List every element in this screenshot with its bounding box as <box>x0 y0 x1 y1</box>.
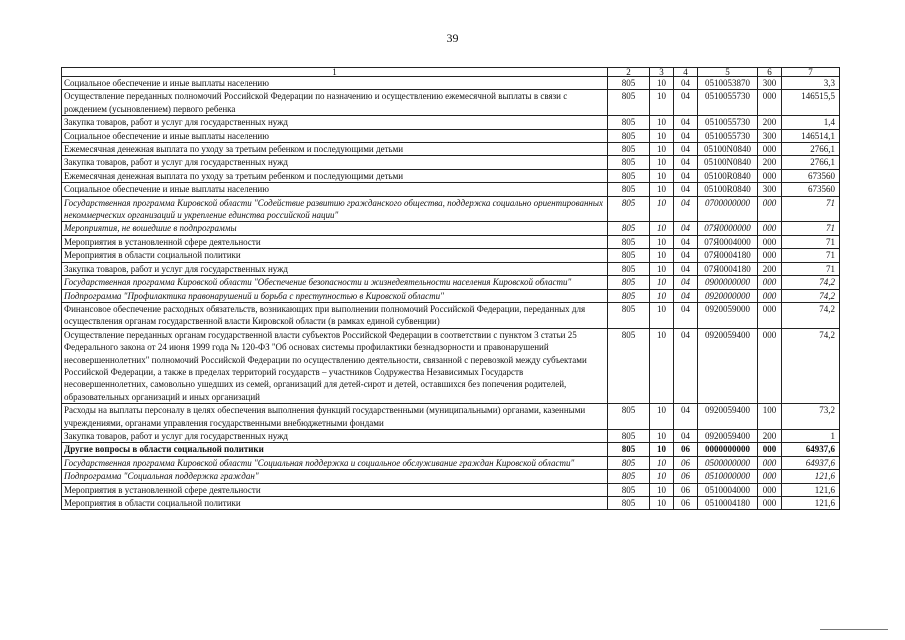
cell-amount: 73,2 <box>782 404 840 430</box>
cell-target-article: 0700000000 <box>698 196 758 222</box>
cell-subsection: 06 <box>674 456 698 469</box>
table-row <box>62 328 840 403</box>
cell-section: 10 <box>650 456 674 469</box>
cell-expense-type: 000 <box>758 443 782 456</box>
cell-target-article: 0510055730 <box>698 129 758 142</box>
table-row <box>62 483 840 496</box>
table-row <box>62 497 840 510</box>
cell-name: Мероприятия, не вошедшие в подпрограммы <box>62 222 608 235</box>
cell-section: 10 <box>650 497 674 510</box>
cell-section: 10 <box>650 289 674 302</box>
cell-name: Подпрограмма "Профилактика правонарушений и борьба с преступностью в Кировской области" <box>62 289 608 302</box>
cell-ministry-code: 805 <box>608 483 650 496</box>
cell-amount: 2766,1 <box>782 156 840 169</box>
cell-ministry-code: 805 <box>608 289 650 302</box>
cell-amount: 74,2 <box>782 328 840 403</box>
cell-subsection: 04 <box>674 262 698 275</box>
cell-name: Закупка товаров, работ и услуг для государственных нужд <box>62 156 608 169</box>
header-cell: 5 <box>698 68 758 77</box>
cell-ministry-code: 805 <box>608 404 650 430</box>
cell-section: 10 <box>650 429 674 442</box>
table-row <box>62 302 840 328</box>
cell-name: Социальное обеспечение и иные выплаты населению <box>62 77 608 90</box>
cell-target-article: 0000000000 <box>698 443 758 456</box>
cell-amount: 146514,1 <box>782 129 840 142</box>
cell-target-article: 0920059000 <box>698 302 758 328</box>
cell-expense-type: 200 <box>758 429 782 442</box>
cell-expense-type: 000 <box>758 289 782 302</box>
cell-target-article: 0510055730 <box>698 90 758 116</box>
cell-section: 10 <box>650 129 674 142</box>
cell-target-article: 0510053870 <box>698 77 758 90</box>
cell-amount: 121,6 <box>782 483 840 496</box>
budget-table <box>61 67 840 510</box>
cell-subsection: 04 <box>674 235 698 248</box>
cell-expense-type: 300 <box>758 77 782 90</box>
table-row <box>62 129 840 142</box>
cell-subsection: 04 <box>674 156 698 169</box>
cell-section: 10 <box>650 196 674 222</box>
cell-target-article: 0510055730 <box>698 116 758 129</box>
cell-target-article: 07Я0004000 <box>698 235 758 248</box>
cell-ministry-code: 805 <box>608 328 650 403</box>
footer-line <box>820 629 888 630</box>
cell-subsection: 04 <box>674 404 698 430</box>
cell-target-article: 05100R0840 <box>698 183 758 196</box>
cell-ministry-code: 805 <box>608 77 650 90</box>
table-row <box>62 77 840 90</box>
cell-amount: 2766,1 <box>782 143 840 156</box>
cell-expense-type: 000 <box>758 328 782 403</box>
cell-expense-type: 000 <box>758 276 782 289</box>
cell-ministry-code: 805 <box>608 156 650 169</box>
cell-section: 10 <box>650 169 674 182</box>
cell-ministry-code: 805 <box>608 116 650 129</box>
cell-name: Закупка товаров, работ и услуг для государственных нужд <box>62 429 608 442</box>
cell-name: Финансовое обеспечение расходных обязательств, возникающих при выполнении полномочий Российской Федерации, переданных для осуществления органам государственной власти Кировской области (в рамках единой субвенции) <box>62 302 608 328</box>
cell-amount: 1,4 <box>782 116 840 129</box>
cell-section: 10 <box>650 143 674 156</box>
cell-ministry-code: 805 <box>608 169 650 182</box>
cell-subsection: 04 <box>674 143 698 156</box>
cell-expense-type: 000 <box>758 302 782 328</box>
cell-expense-type: 300 <box>758 183 782 196</box>
cell-section: 10 <box>650 77 674 90</box>
cell-ministry-code: 805 <box>608 222 650 235</box>
table-row <box>62 470 840 483</box>
cell-amount: 71 <box>782 196 840 222</box>
table-header-row <box>62 68 840 77</box>
cell-ministry-code: 805 <box>608 456 650 469</box>
cell-target-article: 07Я0004180 <box>698 262 758 275</box>
header-cell: 1 <box>62 68 608 77</box>
cell-name: Осуществление переданных органам государственной власти субъектов Российской Федерации в соответствии с пунктом 3 статьи 25 Федерального закона от 24 июня 1999 года № 120-ФЗ "Об основах системы профилактики безнадзорности и правонарушений несовершеннолетних" полномочий Российской Федерации по осуществлению деятельности, связанной с перевозкой между субъектами Российской Федерации, а также в пределах территорий государств – участников Содружества Независимых Государств несовершеннолетних, самовольно ушедших из семей, организаций для детей-сирот и детей, оставшихся без попечения родителей, образовательных организаций и иных организаций <box>62 328 608 403</box>
table-row <box>62 249 840 262</box>
header-cell: 3 <box>650 68 674 77</box>
cell-expense-type: 000 <box>758 90 782 116</box>
cell-section: 10 <box>650 116 674 129</box>
cell-subsection: 04 <box>674 302 698 328</box>
cell-section: 10 <box>650 276 674 289</box>
cell-target-article: 07Я0004180 <box>698 249 758 262</box>
header-cell: 4 <box>674 68 698 77</box>
cell-section: 10 <box>650 404 674 430</box>
cell-subsection: 04 <box>674 276 698 289</box>
cell-expense-type: 000 <box>758 196 782 222</box>
cell-target-article: 05100N0840 <box>698 156 758 169</box>
cell-subsection: 04 <box>674 196 698 222</box>
cell-subsection: 04 <box>674 429 698 442</box>
cell-name: Закупка товаров, работ и услуг для государственных нужд <box>62 116 608 129</box>
cell-name: Мероприятия в установленной сфере деятельности <box>62 483 608 496</box>
cell-amount: 146515,5 <box>782 90 840 116</box>
cell-target-article: 0510004000 <box>698 483 758 496</box>
cell-amount: 673560 <box>782 183 840 196</box>
cell-section: 10 <box>650 235 674 248</box>
cell-ministry-code: 805 <box>608 470 650 483</box>
cell-section: 10 <box>650 262 674 275</box>
cell-name: Осуществление переданных полномочий Российской Федерации по назначению и осуществлению ежемесячной выплаты в связи с рождением (усыновлением) первого ребенка <box>62 90 608 116</box>
table-row <box>62 169 840 182</box>
cell-subsection: 04 <box>674 90 698 116</box>
cell-target-article: 0920059400 <box>698 404 758 430</box>
cell-subsection: 04 <box>674 222 698 235</box>
cell-name: Государственная программа Кировской области "Социальная поддержка и социальное обслуживание граждан Кировской области" <box>62 456 608 469</box>
cell-subsection: 04 <box>674 77 698 90</box>
cell-ministry-code: 805 <box>608 302 650 328</box>
cell-target-article: 05100R0840 <box>698 169 758 182</box>
cell-name: Подпрограмма "Социальная поддержка граждан" <box>62 470 608 483</box>
cell-section: 10 <box>650 328 674 403</box>
cell-section: 10 <box>650 302 674 328</box>
cell-expense-type: 000 <box>758 470 782 483</box>
cell-expense-type: 300 <box>758 129 782 142</box>
cell-section: 10 <box>650 90 674 116</box>
page-number: 39 <box>446 31 459 45</box>
table-row <box>62 222 840 235</box>
cell-name: Расходы на выплаты персоналу в целях обеспечения выполнения функций государственными (муниципальными) органами, казенными учреждениями, органами управления государственными внебюджетными фондами <box>62 404 608 430</box>
cell-ministry-code: 805 <box>608 196 650 222</box>
cell-expense-type: 200 <box>758 262 782 275</box>
cell-name: Государственная программа Кировской области "Содействие развитию гражданского общества, поддержка социально ориентированных некоммерческих организаций и укрепление единства российской нации" <box>62 196 608 222</box>
cell-subsection: 06 <box>674 497 698 510</box>
cell-expense-type: 000 <box>758 456 782 469</box>
cell-amount: 3,3 <box>782 77 840 90</box>
cell-subsection: 04 <box>674 116 698 129</box>
cell-amount: 71 <box>782 235 840 248</box>
cell-expense-type: 000 <box>758 497 782 510</box>
cell-name: Социальное обеспечение и иные выплаты населению <box>62 183 608 196</box>
cell-target-article: 0920000000 <box>698 289 758 302</box>
cell-section: 10 <box>650 183 674 196</box>
cell-target-article: 07Я0000000 <box>698 222 758 235</box>
cell-section: 10 <box>650 156 674 169</box>
cell-amount: 121,6 <box>782 497 840 510</box>
cell-name: Ежемесячная денежная выплата по уходу за третьим ребенком и последующими детьми <box>62 143 608 156</box>
table-row <box>62 289 840 302</box>
cell-name: Мероприятия в области социальной политики <box>62 497 608 510</box>
cell-amount: 71 <box>782 222 840 235</box>
cell-expense-type: 100 <box>758 404 782 430</box>
cell-ministry-code: 805 <box>608 183 650 196</box>
cell-name: Ежемесячная денежная выплата по уходу за третьим ребенком и последующими детьми <box>62 169 608 182</box>
cell-amount: 74,2 <box>782 289 840 302</box>
cell-ministry-code: 805 <box>608 129 650 142</box>
cell-expense-type: 000 <box>758 169 782 182</box>
cell-subsection: 06 <box>674 483 698 496</box>
cell-amount: 74,2 <box>782 302 840 328</box>
table-row <box>62 143 840 156</box>
cell-subsection: 04 <box>674 183 698 196</box>
cell-amount: 74,2 <box>782 276 840 289</box>
cell-expense-type: 000 <box>758 143 782 156</box>
cell-target-article: 0510000000 <box>698 470 758 483</box>
cell-amount: 64937,6 <box>782 456 840 469</box>
cell-amount: 64937,6 <box>782 443 840 456</box>
cell-section: 10 <box>650 249 674 262</box>
cell-name: Социальное обеспечение и иные выплаты населению <box>62 129 608 142</box>
cell-section: 10 <box>650 483 674 496</box>
table-row <box>62 90 840 116</box>
cell-subsection: 04 <box>674 328 698 403</box>
cell-subsection: 04 <box>674 289 698 302</box>
cell-subsection: 06 <box>674 443 698 456</box>
cell-ministry-code: 805 <box>608 235 650 248</box>
cell-target-article: 0900000000 <box>698 276 758 289</box>
cell-expense-type: 200 <box>758 156 782 169</box>
cell-expense-type: 000 <box>758 222 782 235</box>
cell-name: Другие вопросы в области социальной политики <box>62 443 608 456</box>
table-row <box>62 443 840 456</box>
cell-expense-type: 200 <box>758 116 782 129</box>
cell-name: Закупка товаров, работ и услуг для государственных нужд <box>62 262 608 275</box>
header-cell: 7 <box>782 68 840 77</box>
cell-target-article: 05100N0840 <box>698 143 758 156</box>
cell-target-article: 0920059400 <box>698 429 758 442</box>
table-row <box>62 456 840 469</box>
cell-amount: 71 <box>782 262 840 275</box>
cell-subsection: 04 <box>674 129 698 142</box>
cell-expense-type: 000 <box>758 235 782 248</box>
table-row <box>62 429 840 442</box>
cell-target-article: 0510004180 <box>698 497 758 510</box>
cell-ministry-code: 805 <box>608 249 650 262</box>
cell-subsection: 06 <box>674 470 698 483</box>
cell-section: 10 <box>650 222 674 235</box>
table-row <box>62 262 840 275</box>
cell-subsection: 04 <box>674 249 698 262</box>
cell-amount: 71 <box>782 249 840 262</box>
cell-ministry-code: 805 <box>608 443 650 456</box>
cell-amount: 121,6 <box>782 470 840 483</box>
cell-amount: 1 <box>782 429 840 442</box>
cell-section: 10 <box>650 470 674 483</box>
table-row <box>62 276 840 289</box>
cell-subsection: 04 <box>674 169 698 182</box>
cell-ministry-code: 805 <box>608 276 650 289</box>
cell-amount: 673560 <box>782 169 840 182</box>
cell-ministry-code: 805 <box>608 262 650 275</box>
cell-target-article: 0500000000 <box>698 456 758 469</box>
header-cell: 6 <box>758 68 782 77</box>
table-row <box>62 235 840 248</box>
cell-expense-type: 000 <box>758 483 782 496</box>
header-cell: 2 <box>608 68 650 77</box>
table-row <box>62 196 840 222</box>
cell-name: Мероприятия в установленной сфере деятельности <box>62 235 608 248</box>
cell-ministry-code: 805 <box>608 497 650 510</box>
cell-ministry-code: 805 <box>608 429 650 442</box>
cell-target-article: 0920059400 <box>698 328 758 403</box>
cell-name: Мероприятия в области социальной политики <box>62 249 608 262</box>
cell-name: Государственная программа Кировской области "Обеспечение безопасности и жизнедеятельности населения Кировской области" <box>62 276 608 289</box>
table-row <box>62 156 840 169</box>
cell-expense-type: 000 <box>758 249 782 262</box>
table-row <box>62 116 840 129</box>
table-row <box>62 183 840 196</box>
cell-section: 10 <box>650 443 674 456</box>
table-row <box>62 404 840 430</box>
cell-ministry-code: 805 <box>608 143 650 156</box>
cell-ministry-code: 805 <box>608 90 650 116</box>
